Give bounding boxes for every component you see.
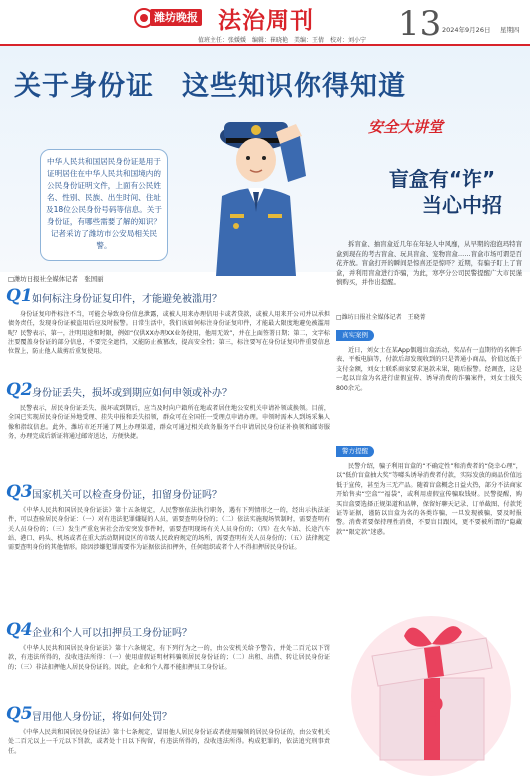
answer-1: 身份证复印件标注不当，可能会导致身份信息泄露，或被人用来办理信用卡或者贷款，或被人用来开公司并以承担债务责任，发现身份证被盗用后应及时报警。日常生活中，我们该如何标注身份证复印件，才能最大限度地避免被滥用呢？民警表示，第一，注明用途和时限，例如“仅供XX办理XX业务使用，他用无效”，并在上面签署日期；第二，文字标注要覆盖身份证的部分信息，不要完全遮挡，又能防止被篡改，提高安全性；第三，标注要写在身份证复印件重要信息位置上，防止他人裁剪后重复使用。 xyxy=(8,311,330,356)
safety-lecture-label: 安全大讲堂 xyxy=(368,118,444,136)
story-headline xyxy=(372,166,512,218)
gift-box-illustration xyxy=(336,586,526,776)
question-title: 如何标注身份证复印件，才能避免被滥用？ xyxy=(32,294,222,305)
answer-3: 《中华人民共和国居民身份证法》第十五条规定，人民警察依法执行职务，遇有下列情形之一的，经出示执法证件，可以查验居民身份证：（一）对有违法犯罪嫌疑的人员，需要查明身份的；（二）依法实施现场管制时，需要查明有关人员身份的；（三）发生严重危害社会治安突发事件时，需要查明现场有关人员身份的；（四）在火车站、长途汽车站、港口、码头、机场或者在重大活动期间设区的市级人民政府规定的场所，需要查明有关人员身份的；（五）法律规定需要查明身份的其他情形。除因涉嫌犯罪需要作为证据依法扣押外，任何组织或者个人不得扣押居民身份证。 xyxy=(8,507,330,552)
case-label: 真实案例 xyxy=(336,330,374,341)
svg-text:?: ? xyxy=(422,690,446,736)
safety-lecture-badge xyxy=(368,116,443,137)
warning-label: 警方提醒 xyxy=(336,446,374,457)
question-number: Q4 xyxy=(6,620,33,640)
question-number: Q1 xyxy=(6,286,33,306)
police-officer-illustration xyxy=(176,96,336,276)
masthead xyxy=(0,0,530,46)
intro-text: 中华人民共和国居民身份证是用于证明居住在中华人民共和国境内的公民身份证明文件，上面有公民姓名、性别、民族、出生时间、住址及18位公民身份号码等信息。关于身份证，有哪些需要了解的知识？记者采访了潍坊市公安局相关民警。 xyxy=(46,157,162,250)
story-lede: 拆盲盒、抽盲盒近几年在年轻人中风靡，从早期的泡泡玛特盲盒到现在的考古盲盒、玩具盲盒、宠物盲盒……盲盒市场可谓是百花齐放。盲盒打开的瞬间是惊喜还是惊吓？近期，有骗子盯上了盲盒，并利用盲盒进行诈骗，为此，寒亭分公司民警提醒广大市民谨慎购买，并作出提醒。 xyxy=(336,240,522,287)
issue-date: 2024年9月26日 xyxy=(442,26,491,34)
question-title: 国家机关可以检查身份证，扣留身份证吗？ xyxy=(32,490,222,501)
intro-bubble xyxy=(40,149,168,261)
qa-section xyxy=(6,272,336,777)
case-text: 近日，刘女士在某App偶遇盲盒活动，奖品有一直期待的名牌手表、平板电脑等，付款后却发现收到的只是普通小商品，价值远低于支付金额，刘女士联系商家要求退款未果，随后报警。经调查，这是一起以盲盒为名进行虚假宣传、诱导消费的诈骗案件，刘女士损失800余元。 xyxy=(336,347,522,392)
question-title: 身份证丢失，损坏或到期应如何申领或补办？ xyxy=(32,388,232,399)
qa-byline: □潍坊日报社全媒体记者 张国丽 xyxy=(8,275,104,283)
question-number: Q2 xyxy=(6,380,33,400)
question-number: Q3 xyxy=(6,482,33,502)
question-number: Q5 xyxy=(6,704,33,724)
weekday: 星期四 xyxy=(500,26,520,34)
warning-text: 民警介绍，骗子利用盲盒的“不确定性”和消费者的“侥幸心理”，以“低价盲盒抽大奖”等噱头诱导消费者付款，实际发放的商品价值远低于宣传，甚至为三无产品。随着盲盒概念日益火热，部分不法商家开始售卖“空盒”“福袋”，或利用虚假宣传骗取钱财。民警提醒，购买盲盒要选择正规渠道和品牌，保留好聊天记录、订单截图、付款凭证等证据，谨防以盲盒为名的各类诈骗，一旦发现被骗，要及时报警。消费者要保持理性消费，不要盲目跟风，更不要被所谓的“隐藏款”“限定款”迷惑。 xyxy=(336,463,522,536)
safety-story xyxy=(336,116,526,756)
question-title: 企业和个人可以扣押员工身份证吗？ xyxy=(32,628,192,639)
editorial-credits: 值班主任：张媛媛 编辑：崔晓艳 美编：王倩 校对：刘小宁 xyxy=(198,37,367,44)
paper-name: 潍坊晚报 xyxy=(150,9,202,26)
question-title: 冒用他人身份证，将如何处罚？ xyxy=(32,712,172,723)
section-title: 法治周刊 xyxy=(218,7,314,34)
answer-5: 《中华人民共和国居民身份证法》第十七条规定，冒用他人居民身份证或者使用骗领的居民身份证的，由公安机关处二百元以上一千元以下罚款，或者处十日以下拘留，有违法所得的，没收违法所得。构成犯罪的，依法追究刑事责任。 xyxy=(8,729,330,755)
main-headline: 关于身份证 这些知识你得知道 xyxy=(14,71,406,102)
story-headline-line2: 当心中招 xyxy=(422,193,502,217)
answer-4: 《中华人民共和国居民身份证法》第十六条规定，有下列行为之一的，由公安机关给予警告，并处二百元以下罚款，有违法所得的，没收违法所得：（一）使用虚假证明材料骗领居民身份证的；（二）出租、出借、转让居民身份证的；（三）非法扣押他人居民身份证的。因此，企业和个人都不能扣押员工身份证。 xyxy=(8,645,330,671)
answer-2: 民警表示，居民身份证丢失、损坏或到期后，应当及时向户籍所在地或者居住地公安机关申请补领或换领。目前，全国已实现居民身份证异地受理、挂失申报和丢失招领，群众可在全国任一受理点申请办理。申领时需本人到场采集人像和指纹信息。此外，潍坊市还开通了网上办理渠道，群众可通过相关政务服务平台申请居民身份证补换领和邮寄服务，办理完成后新证将通过邮寄送达，方便快捷。 xyxy=(8,405,330,440)
page-number: 13 xyxy=(398,4,442,44)
story-headline-line1: 盲盒有“诈” xyxy=(388,167,496,191)
story-byline: □潍坊日报社全媒体记者 王晓菁 xyxy=(336,314,426,321)
